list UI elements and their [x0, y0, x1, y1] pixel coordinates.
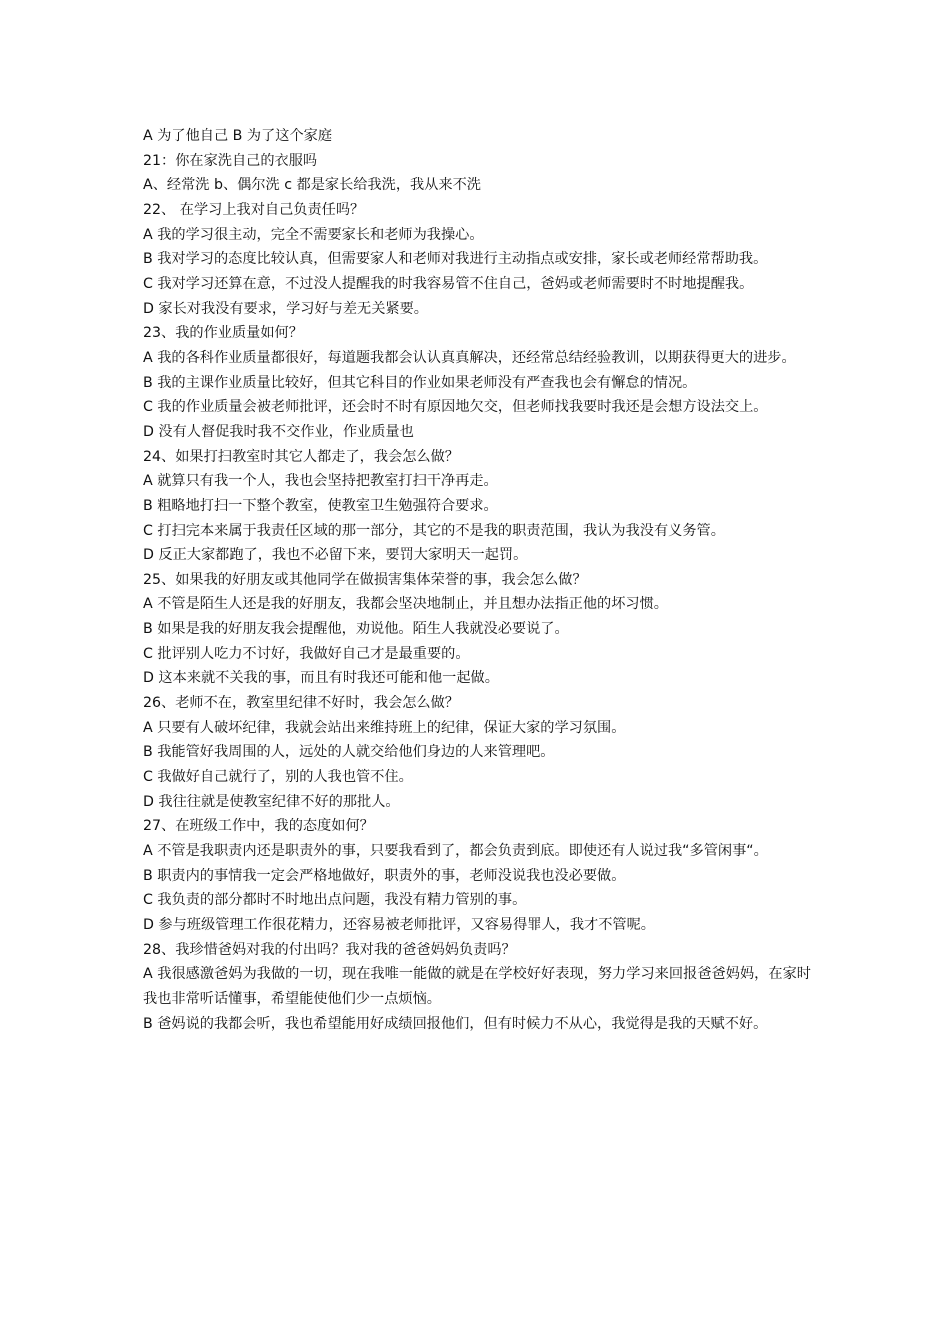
- option-a: A 不管是我职责内还是职责外的事，只要我看到了，都会负责到底。即使还有人说过我“多管闲事“。: [143, 843, 768, 860]
- question-28: 28、我珍惜爸妈对我的付出吗？我对我的爸爸妈妈负责吗？: [143, 941, 516, 958]
- option-d: D 反正大家都跑了，我也不必留下来，要罚大家明天一起罚。: [143, 547, 528, 564]
- option-d: D 这本来就不关我的事，而且有时我还可能和他一起做。: [143, 670, 499, 687]
- option-a: A 我的学习很主动，完全不需要家长和老师为我操心。: [143, 226, 484, 243]
- option-b: B 粗略地打扫一下整个教室，使教室卫生勉强符合要求。: [143, 497, 498, 514]
- option-d: D 家长对我没有要求，学习好与差无关紧要。: [143, 300, 428, 317]
- question-24: 24、如果打扫教室时其它人都走了，我会怎么做？: [143, 448, 459, 465]
- option-b: B 如果是我的好朋友我会提醒他，劝说他。陌生人我就没必要说了。: [143, 621, 569, 638]
- question-26: 26、老师不在，教室里纪律不好时，我会怎么做？: [143, 695, 459, 712]
- option-b: B 职责内的事情我一定会严格地做好，职责外的事，老师没说我也没必要做。: [143, 867, 626, 884]
- option-b: B 我对学习的态度比较认真，但需要家人和老师对我进行主动指点或安排，家长或老师经常帮助我。: [143, 251, 768, 268]
- option-b: B 我能管好我周围的人，远处的人就交给他们身边的人来管理吧。: [143, 744, 555, 761]
- option-d: D 我往往就是使教室纪律不好的那批人。: [143, 793, 400, 810]
- option-a: A 我的各科作业质量都很好，每道题我都会认认真真解决，还经常总结经验教训，以期获得更大的进步。: [143, 349, 796, 366]
- option-c: C 我负责的部分都时不时地出点问题，我没有精力管别的事。: [143, 892, 527, 909]
- question-25: 25、如果我的好朋友或其他同学在做损害集体荣誉的事，我会怎么做？: [143, 571, 587, 588]
- option-c: C 我做好自己就行了，别的人我也管不住。: [143, 769, 413, 786]
- option-a: A 不管是陌生人还是我的好朋友，我都会坚决地制止，并且想办法指正他的坏习惯。: [143, 596, 668, 613]
- option-c: C 我对学习还算在意，不过没人提醒我的时我容易管不住自己，爸妈或老师需要时不时地提醒我。: [143, 275, 754, 292]
- option-d: D 参与班级管理工作很花精力，还容易被老师批评，又容易得罪人，我才不管呢。: [143, 917, 655, 933]
- option-a: A 只要有人破坏纪律，我就会站出来维持班上的纪律，保证大家的学习氛围。: [143, 719, 626, 736]
- question-21: 21：你在家洗自己的衣服吗: [143, 152, 318, 169]
- option-b: B 爸妈说的我都会听，我也希望能用好成绩回报他们，但有时候力不从心，我觉得是我的天赋不好。: [143, 1015, 768, 1032]
- option-c: C 我的作业质量会被老师批评，还会时不时有原因地欠交，但老师找我要时我还是会想方设法交上。: [143, 399, 768, 416]
- document-page: [143, 124, 811, 1036]
- question-27: 27、在班级工作中，我的态度如何？: [143, 818, 374, 835]
- text-line: A、经常洗 b、偶尔洗 c 都是家长给我洗，我从来不洗: [143, 177, 481, 194]
- option-c: C 打扫完本来属于我责任区域的那一部分，其它的不是我的职责范围，我认为我没有义务管。: [143, 522, 725, 539]
- option-b: B 我的主课作业质量比较好，但其它科目的作业如果老师没有严查我也会有懈怠的情况。: [143, 374, 697, 391]
- option-a: A 我很感激爸妈为我做的一切，现在我唯一能做的就是在学校好好表现，努力学习来回报爸爸妈妈，在家时我也非常听话懂事，希望能使他们少一点烦恼。: [143, 966, 811, 1007]
- option-c: C 批评别人吃力不讨好，我做好自己才是最重要的。: [143, 645, 470, 662]
- option-d: D 没有人督促我时我不交作业，作业质量也: [143, 423, 414, 440]
- option-a: A 就算只有我一个人，我也会坚持把教室打扫干净再走。: [143, 473, 498, 490]
- question-23: 23、我的作业质量如何？: [143, 325, 303, 342]
- text-line: A 为了他自己 B 为了这个家庭: [143, 128, 333, 144]
- question-22: 22、 在学习上我对自己负责任吗？: [143, 201, 365, 218]
